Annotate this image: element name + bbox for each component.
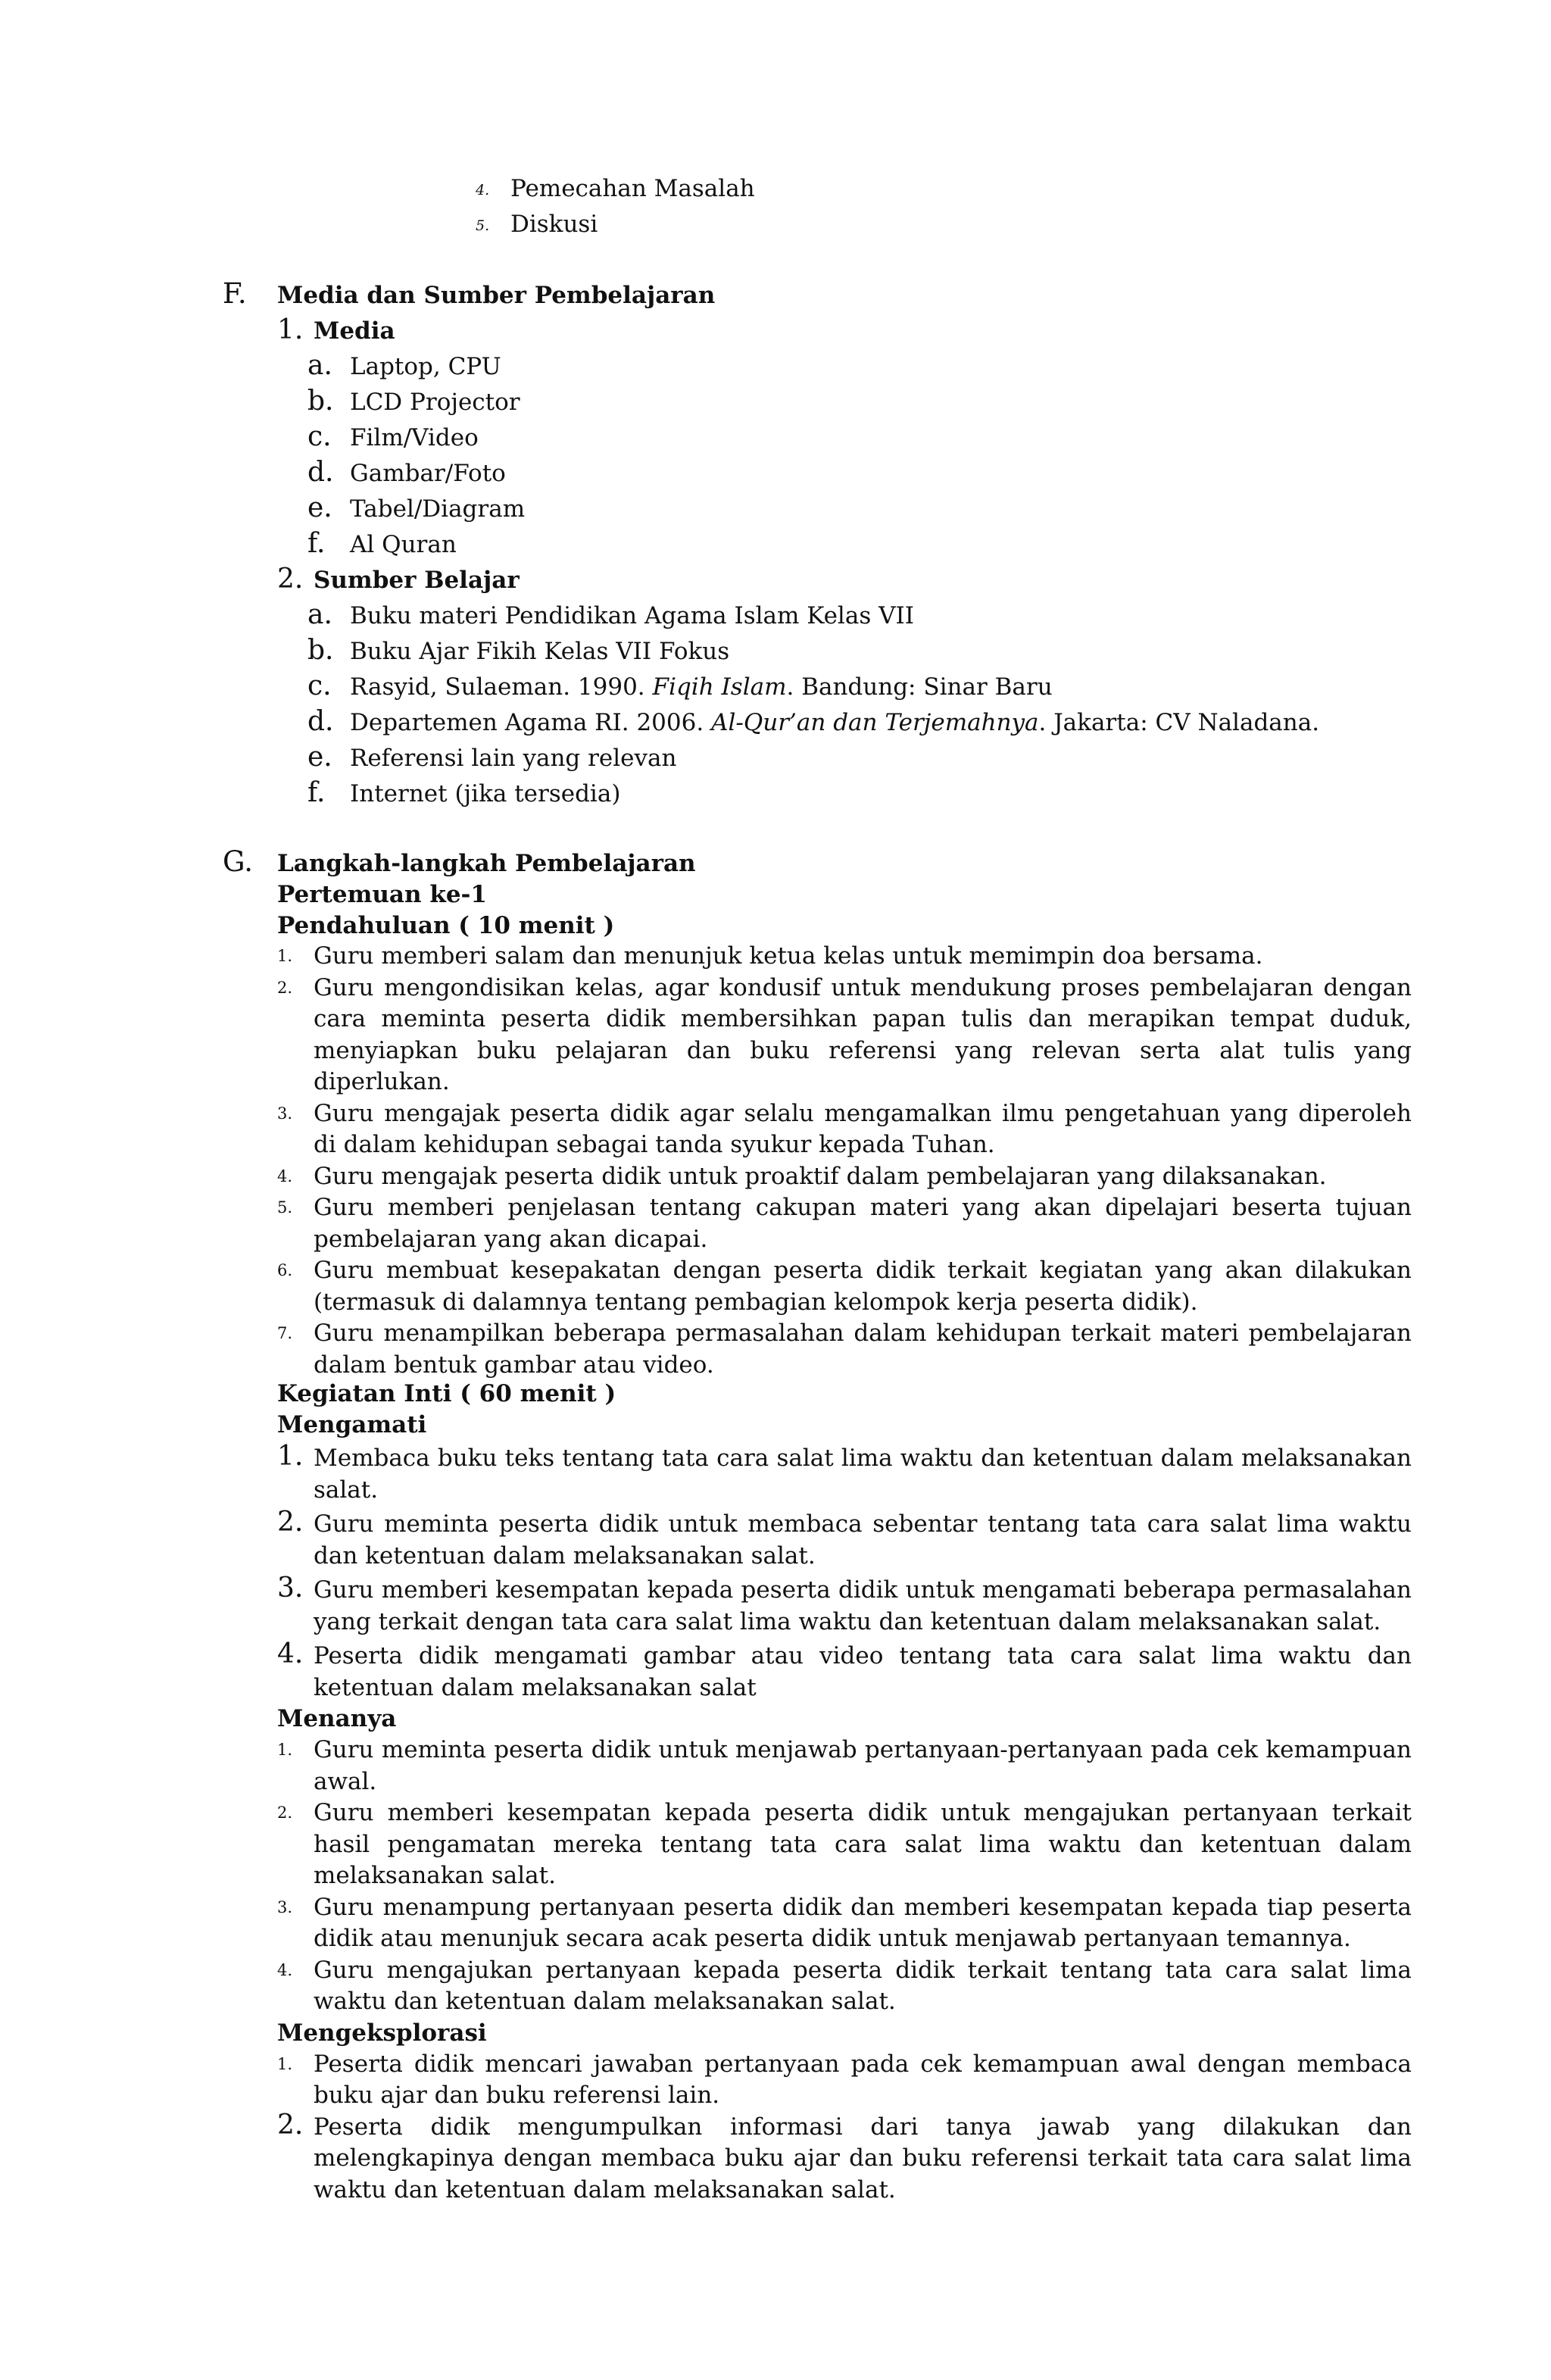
subsection-title: Sumber Belajar bbox=[314, 567, 520, 594]
list-item bbox=[277, 349, 1413, 385]
list-item bbox=[277, 1192, 1412, 1255]
meeting-title: Pertemuan ke-1 bbox=[277, 881, 487, 908]
list-number: 4. bbox=[277, 1960, 293, 1979]
list-text bbox=[350, 670, 1053, 705]
list-letter: f. bbox=[307, 777, 326, 808]
mengeksplorasi-title: Mengeksplorasi bbox=[277, 2019, 487, 2047]
list-text: Laptop, CPU bbox=[350, 353, 501, 380]
list-item bbox=[277, 1892, 1412, 1955]
list-item bbox=[277, 1509, 1412, 1572]
list-number: 5. bbox=[476, 217, 490, 234]
list-item bbox=[277, 420, 1413, 456]
list-letter: e. bbox=[307, 492, 332, 523]
method-list-continuation bbox=[476, 171, 1157, 242]
citation-publisher: . Jakarta: CV Naladana. bbox=[1038, 709, 1320, 736]
list-number: 3. bbox=[277, 1897, 293, 1916]
list-text: Film/Video bbox=[350, 424, 479, 451]
list-letter: c. bbox=[307, 421, 332, 452]
list-letter: a. bbox=[307, 350, 332, 381]
list-item bbox=[277, 1797, 1412, 1892]
list-number: 7. bbox=[277, 1324, 293, 1342]
list-item bbox=[277, 1098, 1412, 1161]
list-text: Guru mengajukan pertanyaan kepada peserta didik terkait tentang tata cara salat lima waktu dan ketentuan dalam melaksanakan salat. bbox=[314, 1956, 1412, 2015]
list-item bbox=[476, 207, 1157, 242]
list-number: 6. bbox=[277, 1261, 293, 1279]
list-text: Peserta didik mengamati gambar atau video tentang tata cara salat lima waktu dan ketentuan dalam melaksanakan salat bbox=[314, 1642, 1412, 1701]
list-text: Guru menampung pertanyaan peserta didik dan memberi kesempatan kepada tiap peserta didik atau menunjuk secara acak peserta didik untuk menjawab pertanyaan temannya. bbox=[314, 1893, 1412, 1952]
list-number: 1. bbox=[277, 1441, 304, 1472]
list-text bbox=[350, 705, 1319, 741]
mengamati-list bbox=[277, 1443, 1412, 2206]
subsection-number: 1. bbox=[277, 314, 304, 345]
section-title-g: Langkah-langkah Pembelajaran bbox=[277, 850, 696, 877]
list-text: Peserta didik mencari jawaban pertanyaan pada cek kemampuan awal dengan membaca buku ajar dan buku referensi lain. bbox=[314, 2050, 1412, 2109]
list-item bbox=[277, 705, 1413, 741]
list-item bbox=[277, 598, 1413, 634]
list-text: Guru membuat kesepakatan dengan peserta didik terkait kegiatan yang akan dilakukan (termasuk di dalamnya tentang pembagian kelompok kerja peserta didik). bbox=[314, 1257, 1412, 1316]
mengamati-title: Mengamati bbox=[277, 1411, 427, 1438]
citation-text: Departemen Agama RI. 2006. bbox=[350, 709, 712, 736]
list-item bbox=[277, 1443, 1412, 1506]
section-letter-g: G. bbox=[223, 845, 253, 878]
list-letter: e. bbox=[307, 742, 332, 773]
list-item bbox=[476, 171, 1157, 207]
citation-text: Rasyid, Sulaeman. 1990. bbox=[350, 673, 653, 701]
list-item bbox=[277, 941, 1412, 973]
list-item bbox=[277, 1638, 1412, 1704]
list-text: Referensi lain yang relevan bbox=[350, 745, 677, 772]
list-item bbox=[277, 2109, 1412, 2207]
subsection-number: 2. bbox=[277, 564, 304, 595]
subsection-sumber-belajar bbox=[277, 563, 1413, 598]
list-text: Guru mengajak peserta didik agar selalu mengamalkan ilmu pengetahuan yang diperoleh di dalam kehidupan sebagai tanda syukur kepada Tuhan. bbox=[314, 1099, 1412, 1158]
list-number: 3. bbox=[277, 1573, 304, 1604]
list-letter: a. bbox=[307, 599, 332, 630]
list-letter: c. bbox=[307, 670, 332, 701]
list-text: Tabel/Diagram bbox=[350, 495, 526, 523]
list-letter: d. bbox=[307, 706, 334, 737]
list-letter: b. bbox=[307, 386, 334, 417]
list-item bbox=[277, 1161, 1412, 1193]
list-number: 2. bbox=[277, 1507, 304, 1538]
list-text: LCD Projector bbox=[350, 389, 520, 416]
list-text: Pemecahan Masalah bbox=[510, 175, 755, 202]
list-item bbox=[277, 776, 1413, 812]
list-number: 2. bbox=[277, 1804, 293, 1822]
list-item bbox=[277, 385, 1413, 420]
list-number: 4. bbox=[277, 1167, 293, 1185]
list-item bbox=[277, 1735, 1412, 1797]
section-title-f: Media dan Sumber Pembelajaran bbox=[277, 282, 716, 309]
list-text: Buku Ajar Fikih Kelas VII Fokus bbox=[350, 638, 730, 665]
list-text: Guru menampilkan beberapa permasalahan dalam kehidupan terkait materi pembelajaran dalam bentuk gambar atau video. bbox=[314, 1320, 1412, 1379]
list-number: 1. bbox=[277, 1741, 293, 1759]
subsection-title: Media bbox=[314, 317, 395, 345]
list-text: Peserta didik mengumpulkan informasi dari tanya jawab yang dilakukan dan melengkapinya dengan membaca buku ajar dan buku referensi terkait tata cara salat lima waktu dan ketentuan dalam melaksanakan salat. bbox=[314, 2113, 1412, 2204]
list-letter: f. bbox=[307, 528, 326, 559]
list-text: Gambar/Foto bbox=[350, 460, 506, 487]
subsection-media bbox=[277, 314, 1413, 349]
list-number: 2. bbox=[277, 978, 293, 997]
list-item bbox=[277, 1955, 1412, 2018]
list-letter: b. bbox=[307, 635, 334, 666]
kegiatan-inti-title: Kegiatan Inti ( 60 menit ) bbox=[277, 1380, 616, 1407]
list-text: Guru memberi kesempatan kepada peserta didik untuk mengajukan pertanyaan terkait hasil pengamatan mereka tentang tata cara salat lima waktu dan ketentuan dalam melaksanakan salat. bbox=[314, 1799, 1412, 1889]
list-number: 2. bbox=[277, 2109, 304, 2141]
citation-publisher: . Bandung: Sinar Baru bbox=[786, 673, 1053, 701]
list-text: Guru memberi penjelasan tentang cakupan materi yang akan dipelajari beserta tujuan pembelajaran yang akan dicapai. bbox=[314, 1194, 1412, 1253]
list-item bbox=[277, 1318, 1412, 1381]
list-text: Membaca buku teks tentang tata cara salat lima waktu dan ketentuan dalam melaksanakan salat. bbox=[314, 1445, 1412, 1504]
section-letter-f: F. bbox=[223, 277, 247, 310]
list-text: Guru meminta peserta didik untuk menjawab pertanyaan-pertanyaan pada cek kemampuan awal. bbox=[314, 1736, 1412, 1795]
list-item bbox=[277, 973, 1412, 1098]
list-text: Al Quran bbox=[350, 531, 457, 558]
section-g-heading bbox=[277, 848, 1413, 942]
list-number: 5. bbox=[277, 1198, 293, 1217]
list-item bbox=[277, 1255, 1412, 1318]
list-text: Guru meminta peserta didik untuk membaca sebentar tentang tata cara salat lima waktu dan ketentuan dalam melaksanakan salat. bbox=[314, 1510, 1412, 1569]
list-item bbox=[277, 634, 1413, 670]
list-item bbox=[277, 741, 1413, 776]
list-text: Internet (jika tersedia) bbox=[350, 780, 621, 807]
list-item bbox=[277, 1575, 1412, 1638]
list-text: Guru memberi kesempatan kepada peserta didik untuk mengamati beberapa permasalahan yang terkait dengan tata cara salat lima waktu dan ketentuan dalam melaksanakan salat. bbox=[314, 1576, 1412, 1635]
menanya-title: Menanya bbox=[277, 1705, 397, 1732]
kegiatan-inti-heading bbox=[277, 1379, 1413, 1441]
list-number: 4. bbox=[476, 182, 490, 198]
list-item bbox=[277, 670, 1413, 705]
list-item bbox=[277, 456, 1413, 492]
list-text: Guru mengajak peserta didik untuk proaktif dalam pembelajaran yang dilaksanakan. bbox=[314, 1162, 1327, 1190]
list-text: Guru memberi salam dan menunjuk ketua kelas untuk memimpin doa bersama. bbox=[314, 942, 1263, 970]
list-letter: d. bbox=[307, 457, 334, 488]
media-sumber-list bbox=[277, 314, 1413, 812]
list-text: Diskusi bbox=[510, 211, 598, 238]
list-item bbox=[277, 2049, 1412, 2112]
pendahuluan-title: Pendahuluan ( 10 menit ) bbox=[277, 912, 615, 939]
citation-title: Fiqih Islam bbox=[652, 673, 787, 701]
list-text: Guru mengondisikan kelas, agar kondusif untuk mendukung proses pembelajaran dengan cara meminta peserta didik membersihkan papan tulis dan merapikan tempat duduk, menyiapkan buku pelajaran dan buku referensi yang relevan serta alat tulis yang diperlukan. bbox=[314, 973, 1412, 1095]
list-number: 1. bbox=[277, 947, 293, 965]
citation-title: Al-Qur’an dan Terjemahnya bbox=[711, 709, 1039, 736]
list-number: 3. bbox=[277, 1104, 293, 1123]
pendahuluan-list bbox=[277, 941, 1412, 1381]
list-number: 1. bbox=[277, 2054, 293, 2073]
list-number: 4. bbox=[277, 1638, 304, 1669]
list-text: Buku materi Pendidikan Agama Islam Kelas VII bbox=[350, 602, 914, 629]
list-item bbox=[277, 492, 1413, 527]
list-item bbox=[277, 527, 1413, 563]
